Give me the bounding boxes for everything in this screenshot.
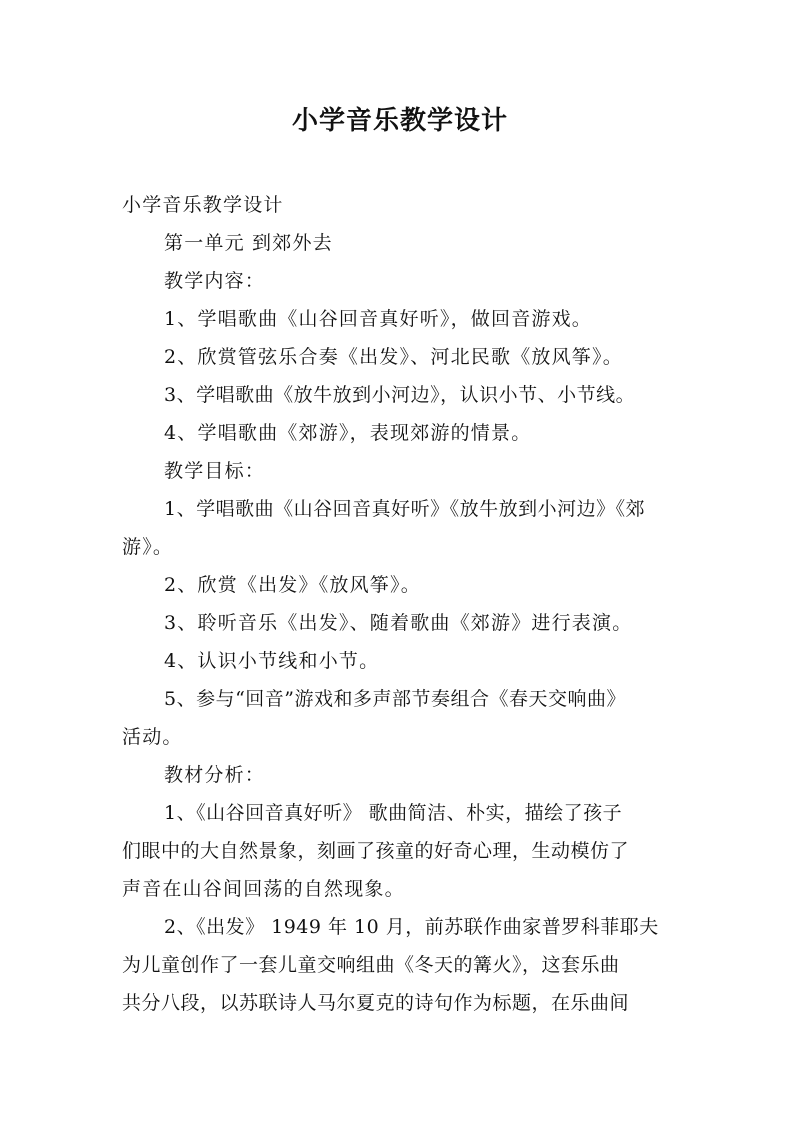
unit-heading: 第一单元 到郊外去 [164,232,333,254]
goal-item-5: 5、参与“回音”游戏和多声部节奏组合《春天交响曲》 [164,688,627,710]
analysis-item-2-line-2: 为儿童创作了一套儿童交响组曲《冬天的篝火》，这套乐曲 [122,954,620,976]
analysis-item-1-line-3: 声音在山谷间回荡的自然现象。 [122,878,405,900]
goal-item-4: 4、认识小节线和小节。 [164,650,380,672]
section-heading-goals: 教学目标： [164,460,266,482]
content-item-2: 2、欣赏管弦乐合奏《出发》、河北民歌《放风筝》。 [164,346,623,368]
analysis-item-2-line-3: 共分八段，以苏联诗人马尔夏克的诗句作为标题，在乐曲间 [122,992,630,1014]
section-heading-analysis: 教材分析： [164,764,266,786]
goal-item-2: 2、欣赏《出发》《放风筝》。 [164,574,421,596]
goal-item-1-continued: 游》。 [122,536,174,558]
goal-item-3: 3、聆听音乐《出发》、随着歌曲《郊游》进行表演。 [164,612,633,634]
content-item-4: 4、学唱歌曲《郊游》，表现郊游的情景。 [164,422,532,444]
analysis-item-1-line-2: 们眼中的大自然景象，刻画了孩童的好奇心理，生动模仿了 [122,840,630,862]
content-item-3: 3、学唱歌曲《放牛放到小河边》，认识小节、小节线。 [164,384,636,406]
document-title: 小学音乐教学设计 [291,106,508,136]
body-heading: 小学音乐教学设计 [122,194,284,216]
analysis-item-2: 2、《出发》 1949 年 10 月，前苏联作曲家普罗科菲耶夫 [164,916,659,938]
section-heading-content: 教学内容： [164,270,266,292]
document-body [122,186,688,1022]
goal-item-5-continued: 活动。 [122,726,183,748]
goal-item-1: 1、学唱歌曲《山谷回音真好听》《放牛放到小河边》《郊 [164,498,646,520]
analysis-item-1: 1、《山谷回音真好听》 歌曲简洁、朴实，描绘了孩子 [164,802,623,824]
content-item-1: 1、学唱歌曲《山谷回音真好听》，做回音游戏。 [164,308,592,330]
